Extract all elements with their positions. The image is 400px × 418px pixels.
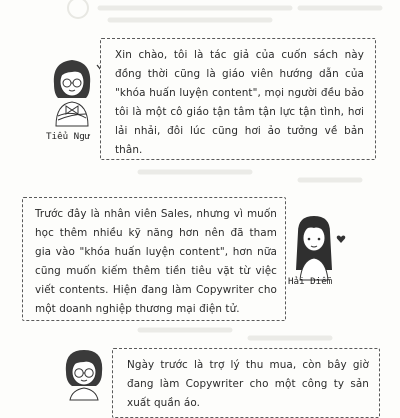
profile-name-1: Tiểu Ngư bbox=[46, 131, 91, 142]
profile-bubble-1 bbox=[100, 38, 376, 160]
heart-icon bbox=[336, 234, 346, 244]
profile-text-1: Xin chào, tôi là tác giả của cuốn sách này đồng thời cũng là giáo viên hướng dẫn của "khóa huấn luyện content", mọi người đều bảo tôi là một cô giáo tận tâm tận lực tận tình, hơi lải nhải, đôi lúc cũng hơi ảo tưởng về bản thân. bbox=[115, 49, 364, 156]
profile-bubble-3 bbox=[112, 348, 380, 418]
woman-portrait-icon bbox=[284, 212, 344, 280]
portrait-hai-diem bbox=[284, 212, 344, 280]
profile-bubble-2 bbox=[22, 197, 286, 321]
profile-text-2: Trước đây là nhân viên Sales, nhưng vì muốn học thêm nhiều kỹ năng hơn nên đã tham gia vào "khóa huấn luyện content", hơn nữa cũng muốn kiếm thêm tiền tiêu vặt từ việc viết contents. Hiện đang làm Copywriter cho một doanh nghiệp thương mại điện tử. bbox=[35, 208, 277, 315]
woman-portrait-icon bbox=[44, 54, 100, 126]
profile-name-2: Hải Diễm bbox=[288, 276, 333, 287]
profile-text-3: Ngày trước là trợ lý thu mua, còn bây giờ đang làm Copywriter cho một công ty sản xuất quần áo. bbox=[127, 359, 369, 409]
portrait-third bbox=[56, 346, 112, 400]
portrait-tieu-ngu bbox=[44, 54, 100, 126]
woman-portrait-icon bbox=[56, 346, 112, 400]
